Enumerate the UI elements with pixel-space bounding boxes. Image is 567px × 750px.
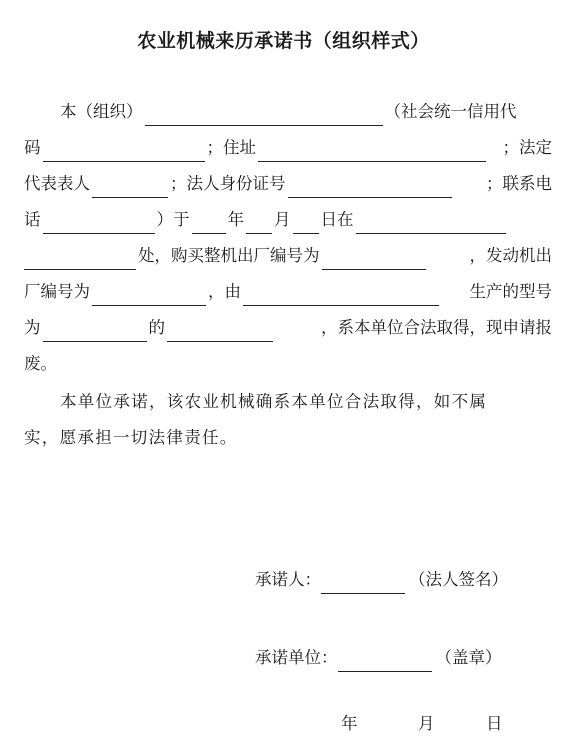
label-on: ）于 <box>156 210 190 229</box>
label-of: 的 <box>148 318 165 337</box>
sign-date-month: 月 <box>418 714 435 733</box>
field-manufacturer[interactable] <box>243 285 439 306</box>
field-promisor-signature[interactable] <box>321 573 405 594</box>
label-scrap-end: 废。 <box>24 354 57 373</box>
label-promisor: 承诺人： <box>255 570 321 589</box>
label-machine-serial: 处，购买整机出厂编号为 <box>138 246 320 265</box>
label-organization: 本（组织） <box>60 102 143 121</box>
label-id-number: ；法人身份证号 <box>170 174 286 193</box>
field-id-number[interactable] <box>288 177 452 198</box>
field-machine-type[interactable] <box>167 321 273 342</box>
label-phone: 话 <box>24 210 41 229</box>
para1-line4 <box>24 206 552 234</box>
para1-line2 <box>24 134 552 162</box>
label-credit-code-prefix: （社会统一信用代 <box>384 102 517 121</box>
note-seal: （盖章） <box>435 648 502 667</box>
para1-line5 <box>24 242 552 270</box>
field-phone[interactable] <box>43 213 155 234</box>
label-by: ，由 <box>208 282 241 301</box>
para1-line3 <box>24 170 552 198</box>
field-purchase-year[interactable] <box>192 213 226 234</box>
label-legal-representative: 代表表人 <box>24 174 90 193</box>
commitment-statement-end: 实，愿承担一切法律责任。 <box>24 428 238 447</box>
field-address[interactable] <box>258 141 486 162</box>
label-phone-prefix: ；联系电 <box>486 174 552 193</box>
field-model[interactable] <box>43 321 147 342</box>
field-credit-code[interactable] <box>43 141 205 162</box>
label-day-at: 日在 <box>320 210 354 229</box>
para1-line7 <box>24 314 552 342</box>
para1-line6 <box>24 278 552 306</box>
field-purchase-place-cont[interactable] <box>24 249 136 270</box>
label-legal-prefix: ；法定 <box>502 138 552 157</box>
field-unit-seal[interactable] <box>338 651 432 672</box>
commitment-statement: 本单位承诺，该农业机械确系本单位合法取得，如不属 <box>60 392 488 411</box>
label-month: 月 <box>274 210 291 229</box>
field-machine-serial[interactable] <box>322 249 426 270</box>
para2-line2 <box>24 424 552 452</box>
sign-date-day: 日 <box>486 714 503 733</box>
field-purchase-day[interactable] <box>293 213 319 234</box>
label-engine-prefix: ，发动机出 <box>469 246 552 265</box>
page-title: 农业机械来历承诺书（组织样式） <box>137 30 430 52</box>
label-promisor-unit: 承诺单位： <box>255 648 338 667</box>
promisor-row <box>255 566 508 594</box>
label-code: 码 <box>24 138 41 157</box>
unit-row <box>255 644 502 672</box>
label-engine-serial: 厂编号为 <box>24 282 90 301</box>
para2-line1 <box>24 388 552 416</box>
para1-line1 <box>24 98 552 126</box>
sign-date-year: 年 <box>341 714 358 733</box>
field-purchase-month[interactable] <box>246 213 272 234</box>
field-legal-representative[interactable] <box>92 177 168 198</box>
label-address: ；住址 <box>206 138 256 157</box>
label-scrap-request: ，系本单位合法取得，现申请报 <box>321 318 552 337</box>
para1-line8 <box>24 350 552 378</box>
field-engine-serial[interactable] <box>92 285 206 306</box>
field-organization-name[interactable] <box>145 105 383 126</box>
label-is: 为 <box>24 318 41 337</box>
label-year: 年 <box>227 210 244 229</box>
label-model-prefix: 生产的型号 <box>469 282 552 301</box>
field-purchase-place[interactable] <box>356 213 506 234</box>
note-legal-signature: （法人签名） <box>409 570 508 589</box>
